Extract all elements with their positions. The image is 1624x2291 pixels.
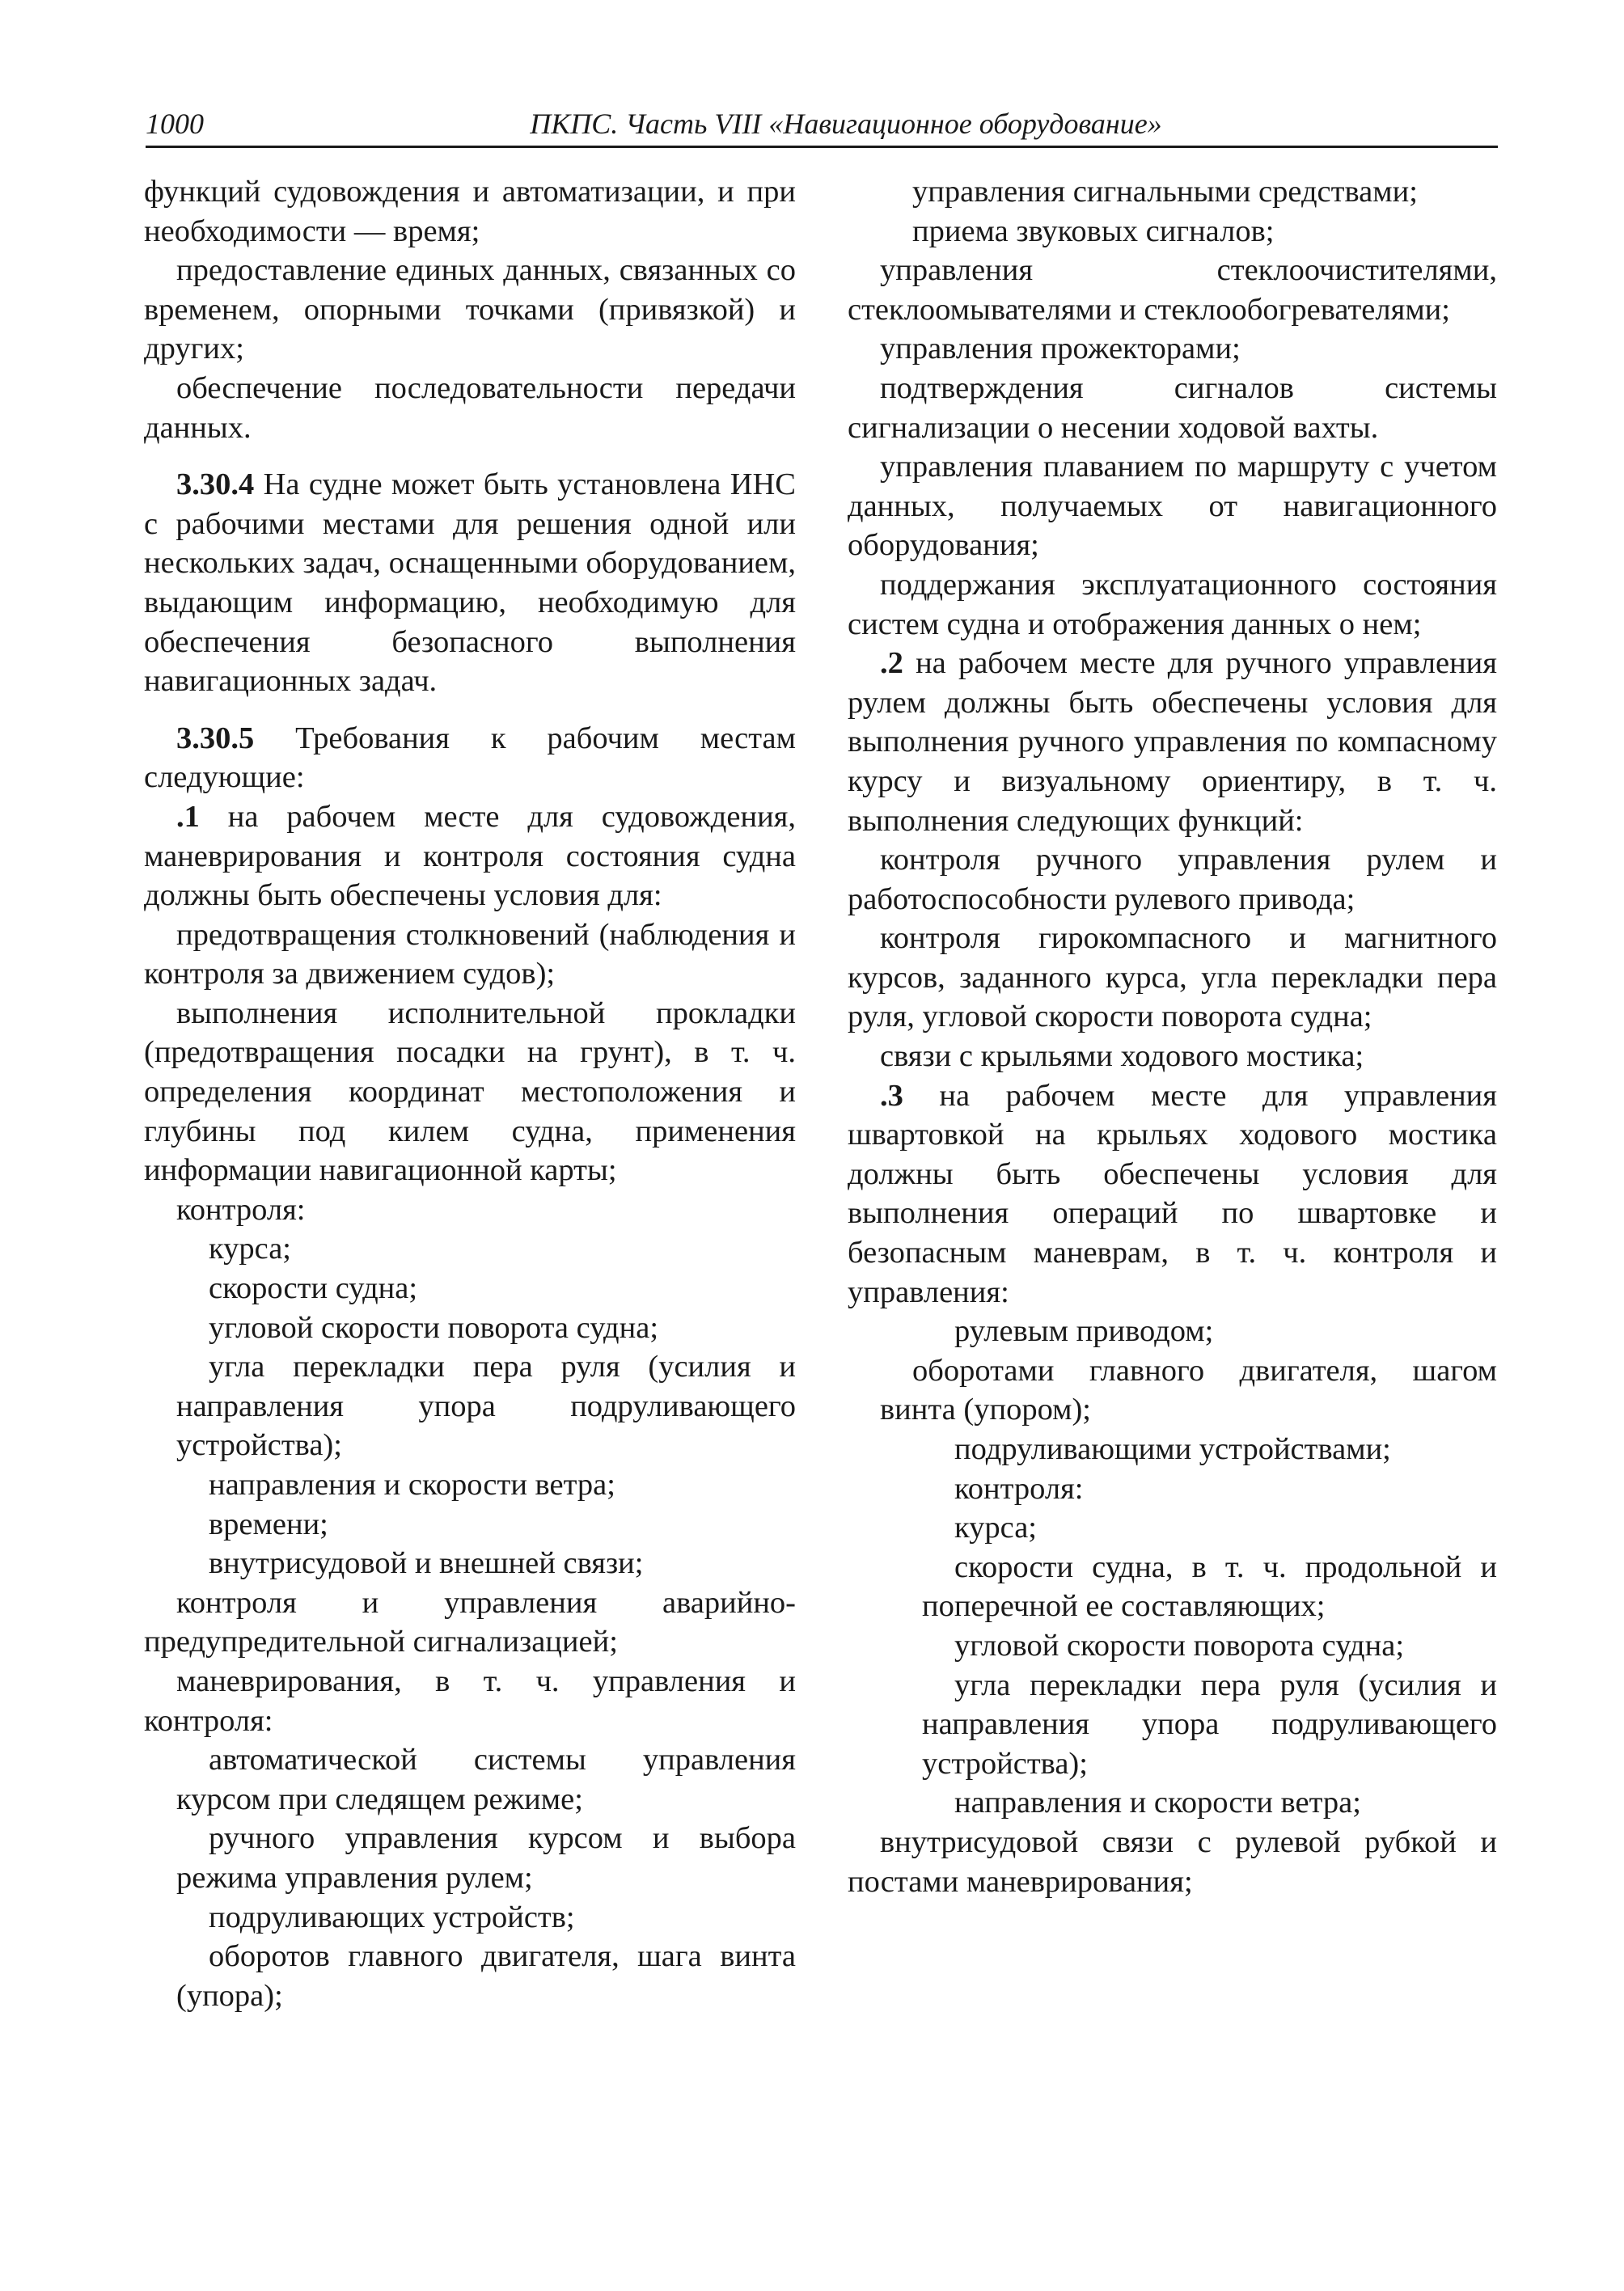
list-item: связи с крыльями ходового мостика; xyxy=(880,1039,1364,1074)
clause-text: Требования к рабочим местам следующие: xyxy=(144,721,796,795)
list-item: контроля: xyxy=(954,1471,1084,1506)
subclause-3 xyxy=(848,1076,1497,1312)
page-number: 1000 xyxy=(146,108,204,140)
subclause-text: на рабочем месте для ручного управления рулем должны быть обеспечены условия для выполнения ручного управления по компасному курсу и визуальному ориентиру, в т. ч. выполнения следующих функций: xyxy=(848,646,1497,838)
list-item: управления сигнальными средствами; xyxy=(912,175,1418,209)
list-item: управления плаванием по маршруту с учетом данных, получаемых от навигационного оборудования; xyxy=(848,450,1497,563)
paragraph: обеспечение последовательности передачи данных. xyxy=(144,370,796,445)
paragraph: функций судовождения и автоматизации, и при необходимости — время; xyxy=(144,175,796,248)
subclause-1 xyxy=(144,797,796,915)
list-item: контроля гирокомпасного и магнитного курсов, заданного курса, угла перекладки пера руля, угловой скорости поворота судна; xyxy=(848,921,1497,1034)
list-item: управления стеклоочистителями, стеклоомывателями и стеклообогревателями; xyxy=(848,253,1497,327)
clause-number: 3.30.4 xyxy=(176,467,255,502)
clause-number: 3.30.5 xyxy=(176,721,255,755)
list-item: курса; xyxy=(209,1232,292,1266)
list-item: контроля ручного управления рулем и работоспособности рулевого привода; xyxy=(848,843,1497,916)
list-item: угла перекладки пера руля (усилия и направления упора подруливающего устройства); xyxy=(922,1668,1497,1781)
list-item: угловой скорости поворота судна; xyxy=(209,1310,659,1345)
list-item: ручного управления курсом и выбора режима управления рулем; xyxy=(176,1821,796,1895)
list-item: курса; xyxy=(954,1511,1038,1545)
list-item: контроля: xyxy=(176,1192,306,1227)
list-item: времени; xyxy=(209,1507,328,1541)
clause-text: На судне может быть установлена ИНС с рабочими местами для решения одной или нескольких задач, оснащенными оборудованием, выдающим информацию, необходимую для обеспечения безопасного выполнения навигационных задач. xyxy=(144,467,796,699)
page-header xyxy=(146,104,1498,148)
list-item: внутрисудовой и внешней связи; xyxy=(209,1546,644,1581)
list-item: внутрисудовой связи с рулевой рубкой и постами маневрирования; xyxy=(848,1824,1497,1899)
list-item: подруливающих устройств; xyxy=(209,1900,575,1934)
list-item: подруливающими устройствами; xyxy=(954,1432,1391,1466)
clause-3-30-5 xyxy=(144,719,796,797)
list-item: управления прожекторами; xyxy=(880,332,1241,366)
list-item: скорости судна, в т. ч. продольной и поперечной ее составляющих; xyxy=(922,1549,1497,1624)
list-item: автоматической системы управления курсом при следящем режиме; xyxy=(176,1743,796,1816)
list-item: маневрирования, в т. ч. управления и контроля: xyxy=(144,1663,796,1738)
subclause-2 xyxy=(848,644,1497,840)
subclause-number: .1 xyxy=(176,799,200,834)
list-item: подтверждения сигналов системы сигнализации о несении ходовой вахты. xyxy=(848,370,1497,445)
list-item: направления и скорости ветра; xyxy=(954,1786,1361,1820)
list-item: приема звуковых сигналов; xyxy=(912,213,1275,248)
right-column xyxy=(848,172,1497,1901)
list-item: рулевым приводом; xyxy=(954,1314,1214,1349)
left-column xyxy=(144,172,796,2015)
list-item: направления и скорости ветра; xyxy=(209,1468,615,1502)
list-item: контроля и управления аварийно-предупредительной сигнализацией; xyxy=(144,1585,796,1659)
list-item: оборотов главного двигателя, шага винта (упора); xyxy=(176,1939,796,2013)
list-item: выполнения исполнительной прокладки (предотвращения посадки на грунт), в т. ч. определения координат местоположения и глубины под килем судна, применения информации навигационной карты; xyxy=(144,995,796,1188)
list-item: поддержания эксплуатационного состояния систем судна и отображения данных о нем; xyxy=(848,567,1497,641)
list-item: скорости судна; xyxy=(209,1271,418,1306)
subclause-number: .2 xyxy=(880,646,903,681)
clause-3-30-4 xyxy=(144,465,796,701)
running-title: ПКПС. Часть VIII «Навигационное оборудование» xyxy=(530,108,1162,140)
subclause-text: на рабочем месте для судовождения, маневрирования и контроля состояния судна должны быть обеспечены условия для: xyxy=(144,799,796,913)
subclause-text: на рабочем месте для управления швартовкой на крыльях ходового мостика должны быть обеспечены условия для выполнения операций по швартовке и безопасным маневрам, в т. ч. контроля и управления: xyxy=(848,1078,1497,1309)
list-item: оборотами главного двигателя, шагом винта (упором); xyxy=(880,1353,1497,1427)
paragraph: предоставление единых данных, связанных со временем, опорными точками (привязкой) и других; xyxy=(144,253,796,366)
subclause-number: .3 xyxy=(880,1078,903,1113)
list-item: угла перекладки пера руля (усилия и направления упора подруливающего устройства); xyxy=(176,1350,796,1463)
list-item: предотвращения столкновений (наблюдения и контроля за движением судов); xyxy=(144,917,796,991)
list-item: угловой скорости поворота судна; xyxy=(954,1628,1405,1663)
